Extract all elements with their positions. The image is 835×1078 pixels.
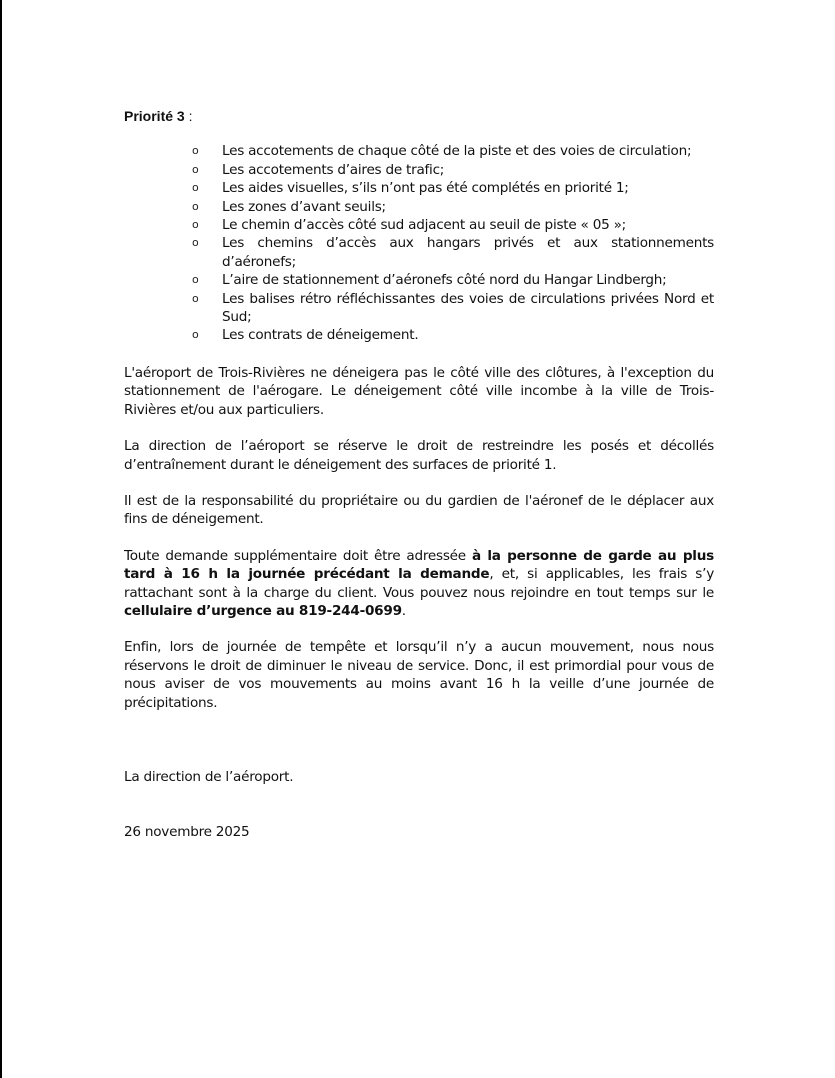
- list-item-text: Les chemins d’accès aux hangars privés et aux stationnements d’aéronefs;: [222, 235, 714, 270]
- list-item: [192, 179, 714, 197]
- list-item-text: Le chemin d’accès côté sud adjacent au seuil de piste « 05 »;: [222, 217, 626, 234]
- document-date: 26 novembre 2025: [124, 824, 250, 841]
- hollow-circle-bullet-icon: o: [192, 144, 199, 158]
- list-item-text: Les zones d’avant seuils;: [222, 198, 386, 215]
- list-item: [192, 234, 714, 271]
- hollow-circle-bullet-icon: o: [192, 162, 199, 176]
- page-left-border: [0, 0, 2, 1078]
- request-deadline-emphasis: à la personne de garde au plus tard à 16 h la journée précédant la demande: [124, 547, 714, 583]
- request-text-3: .: [401, 602, 406, 619]
- paragraph-owner-responsibility: Il est de la responsabilité du propriétaire ou du gardien de l'aéronef de le déplacer aux fins de déneigement.: [124, 492, 714, 528]
- hollow-circle-bullet-icon: o: [192, 218, 199, 232]
- list-item-text: Les aides visuelles, s’ils n’ont pas été complétés en priorité 1;: [222, 180, 629, 197]
- list-item: [192, 326, 714, 344]
- paragraph-training-restriction: La direction de l’aéroport se réserve le droit de restreindre les posés et décollés d’entraînement durant le déneigement des surfaces de priorité 1.: [124, 438, 714, 473]
- list-item-text: Les accotements de chaque côté de la piste et des voies de circulation;: [222, 143, 692, 160]
- section-heading-colon: :: [184, 108, 193, 124]
- hollow-circle-bullet-icon: o: [192, 181, 199, 195]
- list-item-text: Les contrats de déneigement.: [222, 327, 419, 344]
- document-page: [124, 107, 714, 842]
- paragraph-storm-days: Enfin, lors de journée de tempête et lorsqu’il n’y a aucun mouvement, nous nous réservons le droit de diminuer le niveau de service. Donc, il est primordial pour vous de nous aviser de vos mouvements au moins avant 16 h la veille d’une journée de précipitations.: [124, 639, 714, 711]
- hollow-circle-bullet-icon: o: [192, 291, 199, 305]
- section-heading-label: Priorité 3: [124, 108, 185, 124]
- list-item: [192, 290, 714, 327]
- hollow-circle-bullet-icon: o: [192, 273, 199, 287]
- hollow-circle-bullet-icon: o: [192, 328, 199, 342]
- paragraph-city-side: L'aéroport de Trois-Rivières ne déneigera pas le côté ville des clôtures, à l'exception du stationnement de l'aérogare. Le déneigement côté ville incombe à la ville de Trois-Rivières et/ou aux particuliers.: [124, 364, 714, 418]
- list-item: [192, 216, 714, 234]
- priority-list: [124, 142, 714, 344]
- list-item-text: L’aire de stationnement d’aéronefs côté nord du Hangar Lindbergh;: [222, 272, 667, 289]
- request-text-1: Toute demande supplémentaire doit être adressée: [124, 547, 472, 564]
- list-item-text: Les balises rétro réfléchissantes des voies de circulations privées Nord et Sud;: [222, 290, 714, 326]
- request-text-2: , et, si applicables, les frais s’y rattachant sont à la charge du client. Vous pouvez nous rejoindre en tout temps sur le: [124, 566, 714, 601]
- section-heading: [124, 107, 714, 125]
- list-item-text: Les accotements d’aires de trafic;: [222, 161, 445, 178]
- hollow-circle-bullet-icon: o: [192, 236, 199, 250]
- list-item: [192, 198, 714, 216]
- signature: La direction de l’aéroport.: [124, 768, 294, 785]
- emergency-phone: cellulaire d’urgence au 819-244-0699: [124, 602, 402, 619]
- list-item: [192, 271, 714, 289]
- hollow-circle-bullet-icon: o: [192, 199, 199, 213]
- paragraph-additional-requests: [124, 547, 714, 621]
- list-item: [192, 161, 714, 179]
- list-item: [192, 142, 714, 160]
